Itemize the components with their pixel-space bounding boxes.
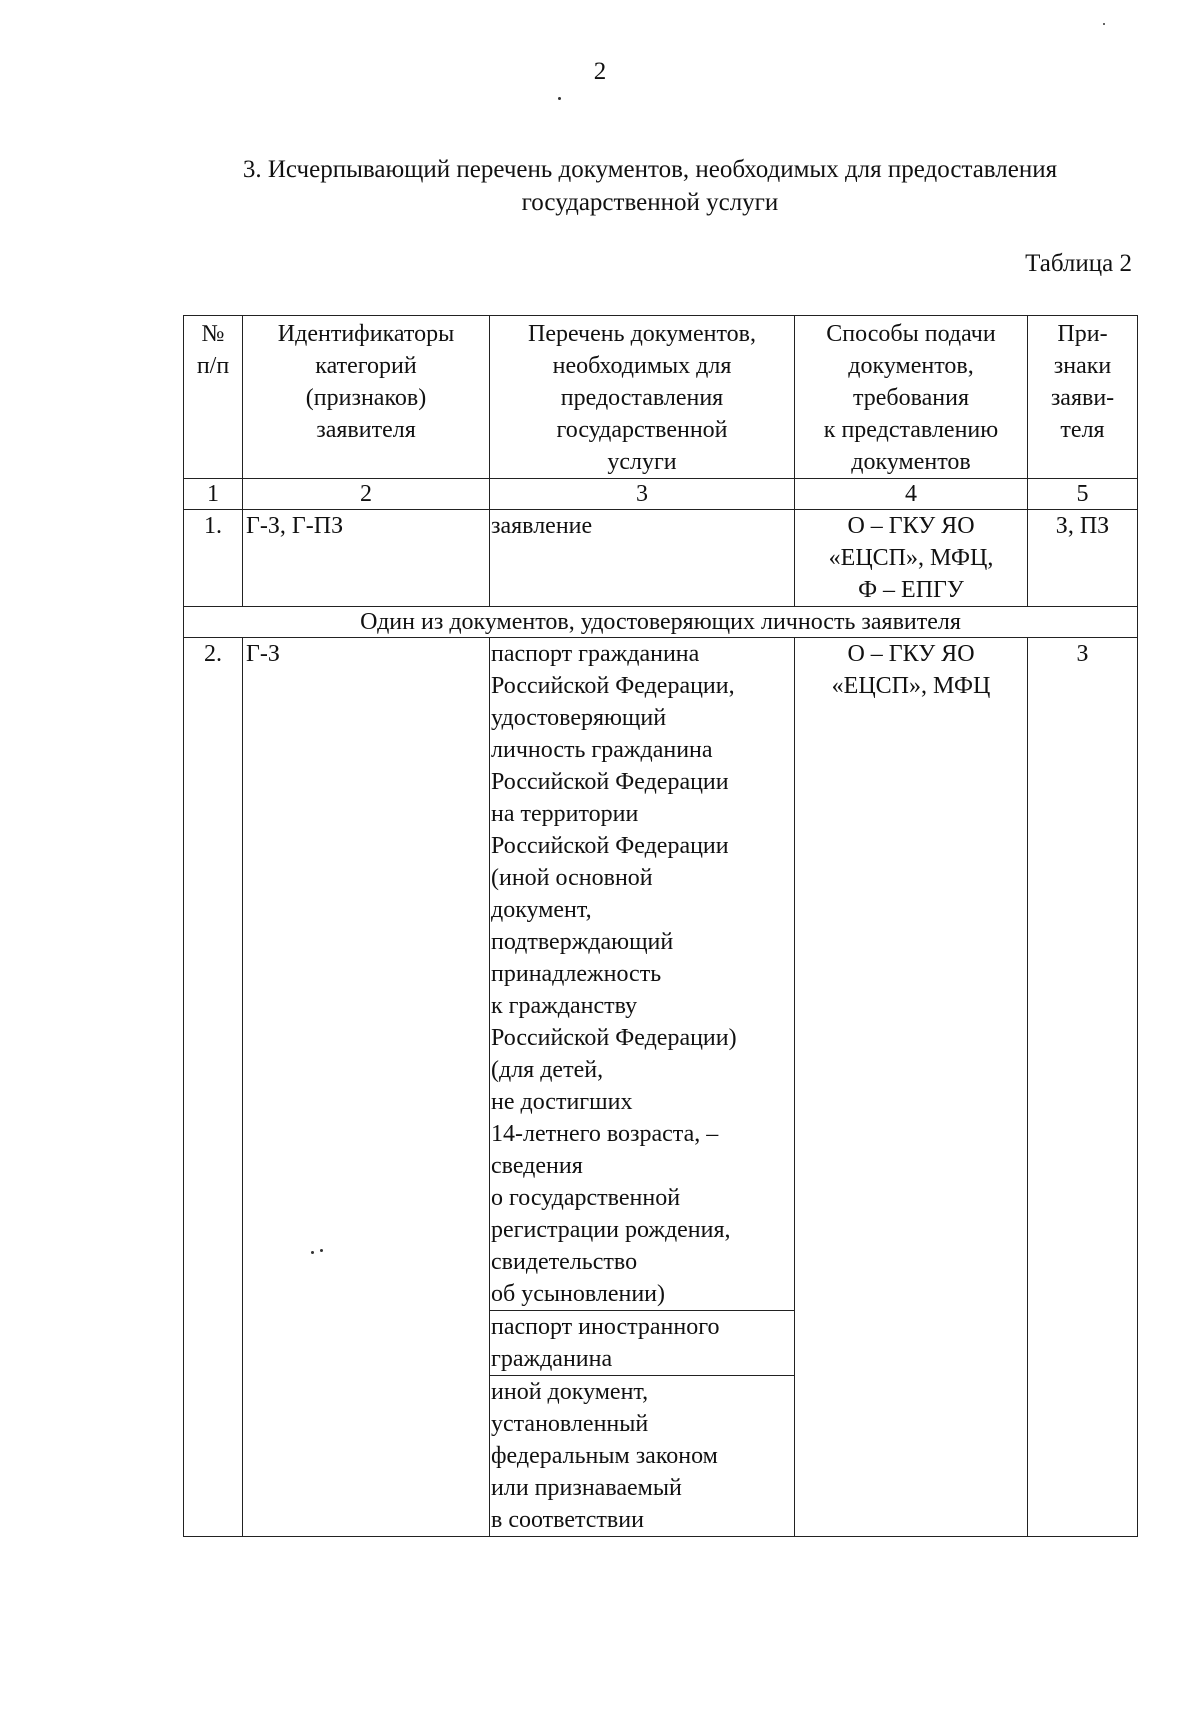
column-number: 3 (490, 479, 795, 510)
table-row-1 (184, 510, 1138, 607)
header-text: к представлению (823, 417, 999, 443)
column-number: 2 (243, 479, 490, 510)
submission-methods (795, 510, 1028, 607)
table-header-row (184, 316, 1138, 479)
document-line: регистрации рождения, (491, 1217, 731, 1243)
applicant-signs: З (1028, 638, 1138, 1537)
header-text: Идентификаторы (277, 321, 455, 347)
column-number: 4 (795, 479, 1028, 510)
document-line: паспорт иностранного (491, 1314, 720, 1340)
method-line: «ЕЦСП», МФЦ (831, 673, 991, 699)
header-text: документов, (848, 353, 974, 379)
scan-speck (558, 97, 561, 100)
document-line: к гражданству (491, 993, 638, 1019)
document-line: не достигших (491, 1089, 633, 1115)
column-number: 5 (1028, 479, 1138, 510)
header-text: № (201, 321, 225, 347)
document-line: Российской Федерации (491, 833, 729, 859)
document-line: о государственной (491, 1185, 681, 1211)
document-line: об усыновлении) (491, 1281, 665, 1307)
header-text: теля (1060, 417, 1105, 443)
header-text: знаки (1053, 353, 1112, 379)
document-line: или признаваемый (491, 1475, 682, 1501)
section-title-line2: государственной услуги (521, 189, 779, 216)
method-line: Ф – ЕПГУ (858, 577, 964, 603)
section-title-line1: 3. Исчерпывающий перечень документов, необходимых для предоставления (242, 156, 1058, 183)
header-cell-5 (1028, 316, 1138, 479)
header-text: Перечень документов, (528, 321, 756, 347)
document-line: личность гражданина (491, 737, 713, 763)
document-line: удостоверяющий (491, 705, 667, 731)
document-line: сведения (491, 1153, 583, 1179)
header-text: категорий (315, 353, 417, 379)
header-text: требования (852, 385, 970, 411)
document-line: Российской Федерации (491, 769, 729, 795)
header-text: необходимых для (552, 353, 732, 379)
column-number-row (184, 479, 1138, 510)
document-line: иной документ, (491, 1379, 649, 1405)
document-line: документ, (491, 897, 592, 923)
scan-speck (1103, 23, 1105, 25)
header-text: документов (851, 449, 971, 475)
documents-table (183, 315, 1138, 1537)
document-line: гражданина (491, 1346, 613, 1372)
document-line: федеральным законом (491, 1443, 718, 1469)
document-name: заявление (490, 510, 795, 607)
document-line: Российской Федерации) (491, 1025, 737, 1051)
document-line: (иной основной (491, 865, 653, 891)
header-text: При- (1057, 321, 1108, 347)
header-text: государственной (556, 417, 728, 443)
table-span-row (184, 607, 1138, 638)
header-text: заявителя (316, 417, 416, 443)
document-line: (для детей, (491, 1057, 604, 1083)
header-text: услуги (607, 449, 677, 475)
document-name (490, 1311, 795, 1376)
document-line: в соответствии (491, 1507, 644, 1533)
column-number: 1 (184, 479, 243, 510)
header-cell-3 (490, 316, 795, 479)
document-line: на территории (491, 801, 639, 827)
document-line: подтверждающий (491, 929, 674, 955)
method-line: О – ГКУ ЯО (847, 641, 975, 667)
header-cell-4 (795, 316, 1028, 479)
document-name (490, 638, 795, 1311)
scan-speck (320, 1249, 323, 1252)
document-line: установленный (491, 1411, 649, 1437)
span-row-text: Один из документов, удостоверяющих личность заявителя (184, 607, 1138, 638)
submission-methods (795, 638, 1028, 1537)
header-text: заяви- (1050, 385, 1115, 411)
header-text: предоставления (560, 385, 724, 411)
header-cell-1 (184, 316, 243, 479)
section-title (150, 153, 1150, 219)
row-number: 2. (184, 638, 243, 1537)
page-number: 2 (593, 58, 607, 85)
document-line: 14-летнего возраста, – (491, 1121, 719, 1147)
document-line: паспорт гражданина (491, 641, 700, 667)
table-row-2 (184, 638, 1138, 1311)
header-cell-2 (243, 316, 490, 479)
header-text: п/п (196, 353, 230, 379)
applicant-signs: З, ПЗ (1028, 510, 1138, 607)
method-line: «ЕЦСП», МФЦ, (828, 545, 994, 571)
document-line: принадлежность (491, 961, 662, 987)
document-line: свидетельство (491, 1249, 638, 1275)
applicant-identifiers: Г-З, Г-ПЗ (243, 510, 490, 607)
document-name (490, 1376, 795, 1537)
header-text: Способы подачи (826, 321, 996, 347)
applicant-identifiers: Г-З (243, 638, 490, 1537)
table-label: Таблица 2 (1025, 250, 1132, 277)
method-line: О – ГКУ ЯО (847, 513, 975, 539)
document-line: Российской Федерации, (491, 673, 735, 699)
scan-speck (311, 1251, 314, 1254)
header-text: (признаков) (305, 385, 427, 411)
row-number: 1. (184, 510, 243, 607)
